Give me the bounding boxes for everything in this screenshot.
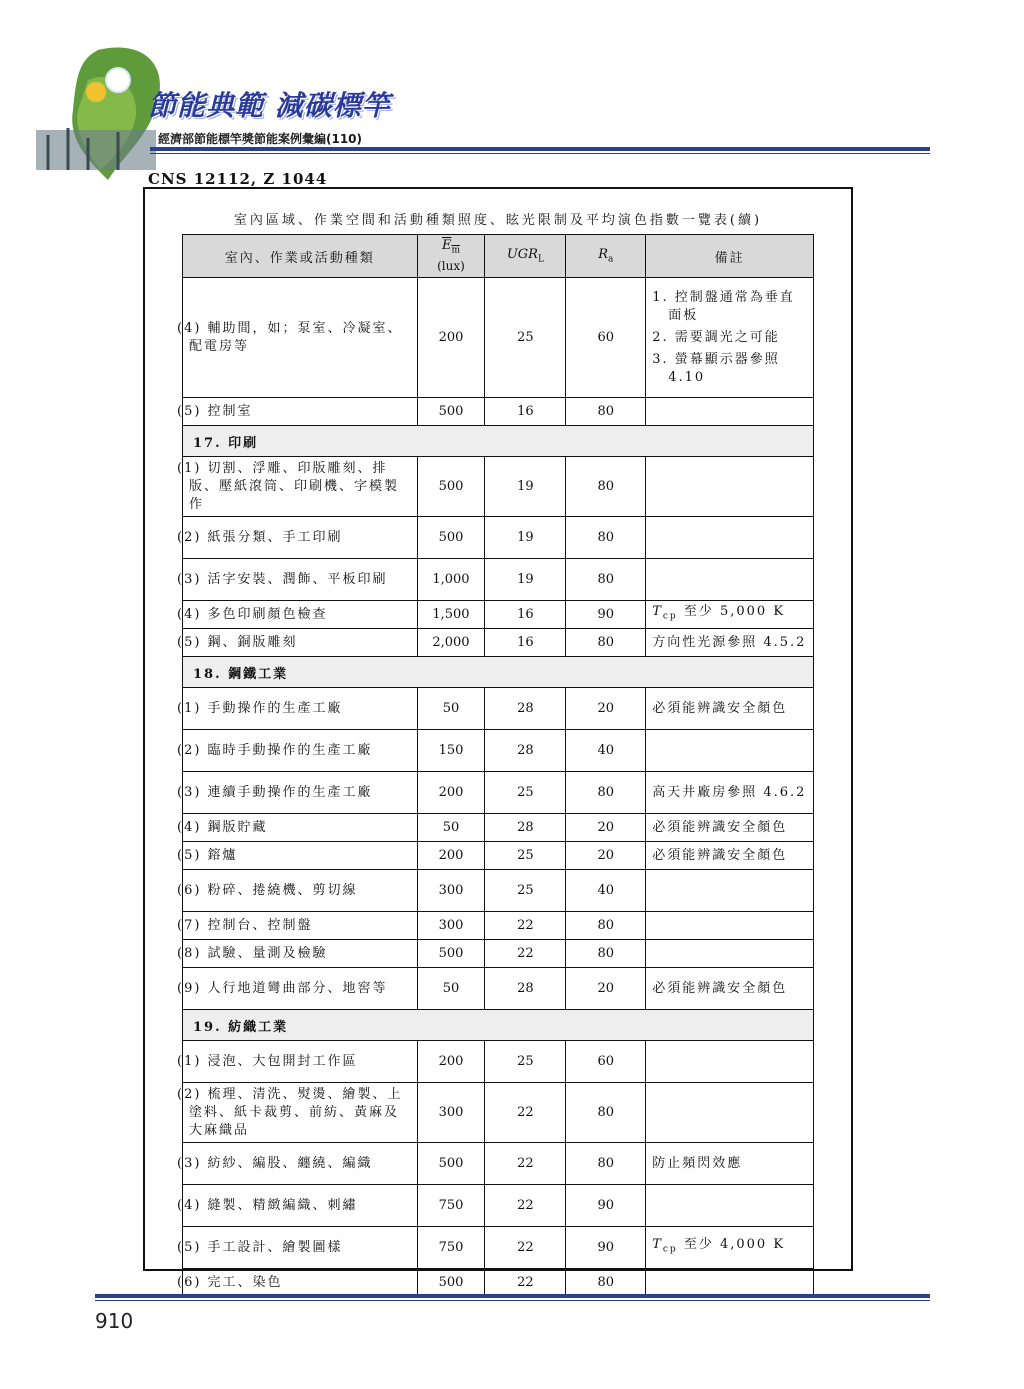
remark-variable: T <box>652 604 663 620</box>
ra-cell: 80 <box>566 517 646 559</box>
remark-cell: 高天井廠房參照 4.6.2 <box>646 772 814 814</box>
ra-cell: 80 <box>566 629 646 657</box>
activity-cell: (5) 手工設計、繪製圖樣 <box>183 1227 418 1269</box>
ra-cell: 60 <box>566 1041 646 1083</box>
remark-variable-sub: cp <box>662 611 678 622</box>
footer-divider <box>95 1294 930 1298</box>
em-cell: 200 <box>417 278 485 398</box>
remark-cell: 必須能辨識安全顏色 <box>646 842 814 870</box>
activity-cell: (5) 控制室 <box>183 398 418 426</box>
remark-variable: T <box>652 1237 663 1253</box>
ra-cell: 80 <box>566 912 646 940</box>
section-title: 18. 鋼鐵工業 <box>183 657 814 688</box>
ugr-cell: 28 <box>485 730 566 772</box>
ra-cell: 80 <box>566 398 646 426</box>
ugr-cell: 28 <box>485 688 566 730</box>
em-cell: 150 <box>417 730 485 772</box>
remark-cell <box>646 1269 814 1297</box>
activity-cell: (6) 完工、染色 <box>183 1269 418 1297</box>
table-row <box>183 870 814 912</box>
ra-cell: 80 <box>566 940 646 968</box>
table-caption: 室內區域、作業空間和活動種類照度、眩光限制及平均演色指數一覽表(續) <box>233 213 763 228</box>
table-row <box>183 601 814 629</box>
remark-cell <box>646 870 814 912</box>
ra-cell: 80 <box>566 772 646 814</box>
ra-cell: 80 <box>566 457 646 517</box>
activity-cell: (2) 紙張分類、手工印刷 <box>183 517 418 559</box>
header-divider <box>150 147 930 151</box>
em-cell: 750 <box>417 1227 485 1269</box>
em-cell: 200 <box>417 1041 485 1083</box>
table-row <box>183 968 814 1010</box>
ra-cell: 90 <box>566 1227 646 1269</box>
ugr-cell: 28 <box>485 968 566 1010</box>
table-row <box>183 559 814 601</box>
table-row <box>183 1083 814 1143</box>
ugr-cell: 25 <box>485 870 566 912</box>
section-row <box>183 657 814 688</box>
section-title: 19. 紡織工業 <box>183 1010 814 1041</box>
ugr-cell: 19 <box>485 559 566 601</box>
em-cell: 2,000 <box>417 629 485 657</box>
table-row <box>183 814 814 842</box>
activity-cell: (7) 控制台、控制盤 <box>183 912 418 940</box>
em-cell: 1,000 <box>417 559 485 601</box>
ra-cell: 60 <box>566 278 646 398</box>
remark-note: 3. 螢幕顯示器參照4.10 <box>652 351 780 385</box>
remark-cell: 必須能辨識安全顏色 <box>646 688 814 730</box>
activity-cell: (3) 紡紗、編股、纏繞、編織 <box>183 1143 418 1185</box>
illuminance-table <box>177 234 814 1297</box>
remark-cell: 必須能辨識安全顏色 <box>646 968 814 1010</box>
em-cell: 200 <box>417 842 485 870</box>
remark-cell <box>646 1041 814 1083</box>
remark-cell <box>646 398 814 426</box>
header-ra: $R_a$ <box>566 235 646 278</box>
remark-cell <box>646 940 814 968</box>
table-frame <box>143 187 853 1290</box>
ra-cell: 40 <box>566 730 646 772</box>
header-divider-thin <box>150 153 930 154</box>
remark-variable-sub: cp <box>662 1244 678 1255</box>
table-row <box>183 278 814 398</box>
remark-cell <box>646 1185 814 1227</box>
ugr-cell: 25 <box>485 278 566 398</box>
table-row <box>183 1143 814 1185</box>
em-cell: 500 <box>417 457 485 517</box>
activity-cell: (4) 多色印刷顏色檢查 <box>183 601 418 629</box>
activity-cell: (9) 人行地道彎曲部分、地窖等 <box>183 968 418 1010</box>
remark-cell <box>646 912 814 940</box>
ugr-cell: 22 <box>485 912 566 940</box>
activity-cell: (4) 縫製、精緻編織、刺繡 <box>183 1185 418 1227</box>
remark-note: 2. 需要調光之可能 <box>652 329 780 345</box>
ra-cell: 20 <box>566 842 646 870</box>
em-cell: 50 <box>417 968 485 1010</box>
table-row <box>183 457 814 517</box>
activity-cell: (3) 活字安裝、潤飾、平板印刷 <box>183 559 418 601</box>
table-row <box>183 912 814 940</box>
brand-title: 節能典範 減碳標竿 <box>148 89 391 122</box>
table-row <box>183 1227 814 1269</box>
em-cell: 300 <box>417 870 485 912</box>
remark-cell <box>646 601 814 629</box>
ra-cell: 20 <box>566 688 646 730</box>
ra-cell: 20 <box>566 814 646 842</box>
em-cell: 500 <box>417 940 485 968</box>
activity-cell: (8) 試驗、量測及檢驗 <box>183 940 418 968</box>
remark-cell <box>646 730 814 772</box>
ra-cell: 80 <box>566 559 646 601</box>
ugr-cell: 16 <box>485 629 566 657</box>
activity-cell: (3) 連續手動操作的生產工廠 <box>183 772 418 814</box>
remark-cell <box>646 559 814 601</box>
em-cell: 50 <box>417 688 485 730</box>
ugr-cell: 25 <box>485 1041 566 1083</box>
activity-cell: (1) 手動操作的生產工廠 <box>183 688 418 730</box>
em-cell: 200 <box>417 772 485 814</box>
ugr-cell: 19 <box>485 517 566 559</box>
ra-cell: 80 <box>566 1143 646 1185</box>
remark-text: 至少 4,000 K <box>677 1237 786 1253</box>
ugr-cell: 25 <box>485 772 566 814</box>
ugr-cell: 22 <box>485 1083 566 1143</box>
standard-code: CNS 12112, Z 1044 <box>148 170 328 188</box>
header-em: $E_m$ (lux) <box>417 235 485 278</box>
em-cell: 500 <box>417 398 485 426</box>
em-cell: 300 <box>417 1083 485 1143</box>
ugr-cell: 22 <box>485 940 566 968</box>
ugr-cell: 19 <box>485 457 566 517</box>
activity-cell: (2) 臨時手動操作的生產工廠 <box>183 730 418 772</box>
ugr-cell: 22 <box>485 1269 566 1297</box>
remark-cell <box>646 517 814 559</box>
remark-cell <box>646 1083 814 1143</box>
remark-note: 1. 控制盤通常為垂直面板 <box>652 289 795 323</box>
activity-cell: (1) 切割、浮雕、印版雕刻、排版、壓紙滾筒、印刷機、字模製作 <box>183 457 418 517</box>
table-row <box>183 730 814 772</box>
table-row <box>183 629 814 657</box>
em-cell: 500 <box>417 517 485 559</box>
ra-cell: 80 <box>566 1083 646 1143</box>
page-number: 910 <box>95 1309 134 1333</box>
table-row <box>183 398 814 426</box>
ugr-cell: 25 <box>485 842 566 870</box>
remark-cell <box>646 457 814 517</box>
table-row <box>183 940 814 968</box>
remark-cell <box>646 278 814 398</box>
em-cell: 50 <box>417 814 485 842</box>
footer-divider-thin <box>95 1300 930 1301</box>
em-cell: 300 <box>417 912 485 940</box>
remark-cell <box>646 1227 814 1269</box>
em-cell: 1,500 <box>417 601 485 629</box>
ra-cell: 80 <box>566 1269 646 1297</box>
ra-cell: 90 <box>566 601 646 629</box>
brand-subtitle: 經濟部節能標竿獎節能案例彙編(110) <box>158 132 363 146</box>
activity-cell: (5) 鋼、銅版雕刻 <box>183 629 418 657</box>
table-header-row <box>183 235 814 278</box>
em-cell: 500 <box>417 1269 485 1297</box>
ugr-cell: 16 <box>485 601 566 629</box>
table-row <box>183 1269 814 1297</box>
section-row <box>183 426 814 457</box>
section-title: 17. 印刷 <box>183 426 814 457</box>
activity-cell: (1) 浸泡、大包開封工作區 <box>183 1041 418 1083</box>
header-remark: 備註 <box>646 235 814 278</box>
header-ugr: $UGR_L$ <box>485 235 566 278</box>
activity-cell: (2) 梳理、清洗、熨燙、繪製、上塗料、紙卡裁剪、前紡、黃麻及大麻織品 <box>183 1083 418 1143</box>
header-activity: 室內、作業或活動種類 <box>183 235 418 278</box>
remark-cell: 防止頻閃效應 <box>646 1143 814 1185</box>
ugr-cell: 28 <box>485 814 566 842</box>
ra-cell: 20 <box>566 968 646 1010</box>
table-row <box>183 688 814 730</box>
table-row <box>183 1185 814 1227</box>
table-row <box>183 517 814 559</box>
ra-cell: 90 <box>566 1185 646 1227</box>
ugr-cell: 22 <box>485 1227 566 1269</box>
table-row <box>183 772 814 814</box>
activity-cell: (5) 鎔爐 <box>183 842 418 870</box>
activity-cell: (6) 粉碎、捲繞機、剪切線 <box>183 870 418 912</box>
table-row <box>183 1041 814 1083</box>
remark-cell: 必須能辨識安全顏色 <box>646 814 814 842</box>
table-row <box>183 842 814 870</box>
ugr-cell: 22 <box>485 1185 566 1227</box>
ugr-cell: 22 <box>485 1143 566 1185</box>
remark-text: 至少 5,000 K <box>677 604 786 620</box>
activity-cell: (4) 輔助間，如；泵室、冷凝室、配電房等 <box>183 278 418 398</box>
ugr-cell: 16 <box>485 398 566 426</box>
activity-cell: (4) 鋼版貯藏 <box>183 814 418 842</box>
remark-cell: 方向性光源參照 4.5.2 <box>646 629 814 657</box>
section-row <box>183 1010 814 1041</box>
em-cell: 750 <box>417 1185 485 1227</box>
ra-cell: 40 <box>566 870 646 912</box>
em-cell: 500 <box>417 1143 485 1185</box>
